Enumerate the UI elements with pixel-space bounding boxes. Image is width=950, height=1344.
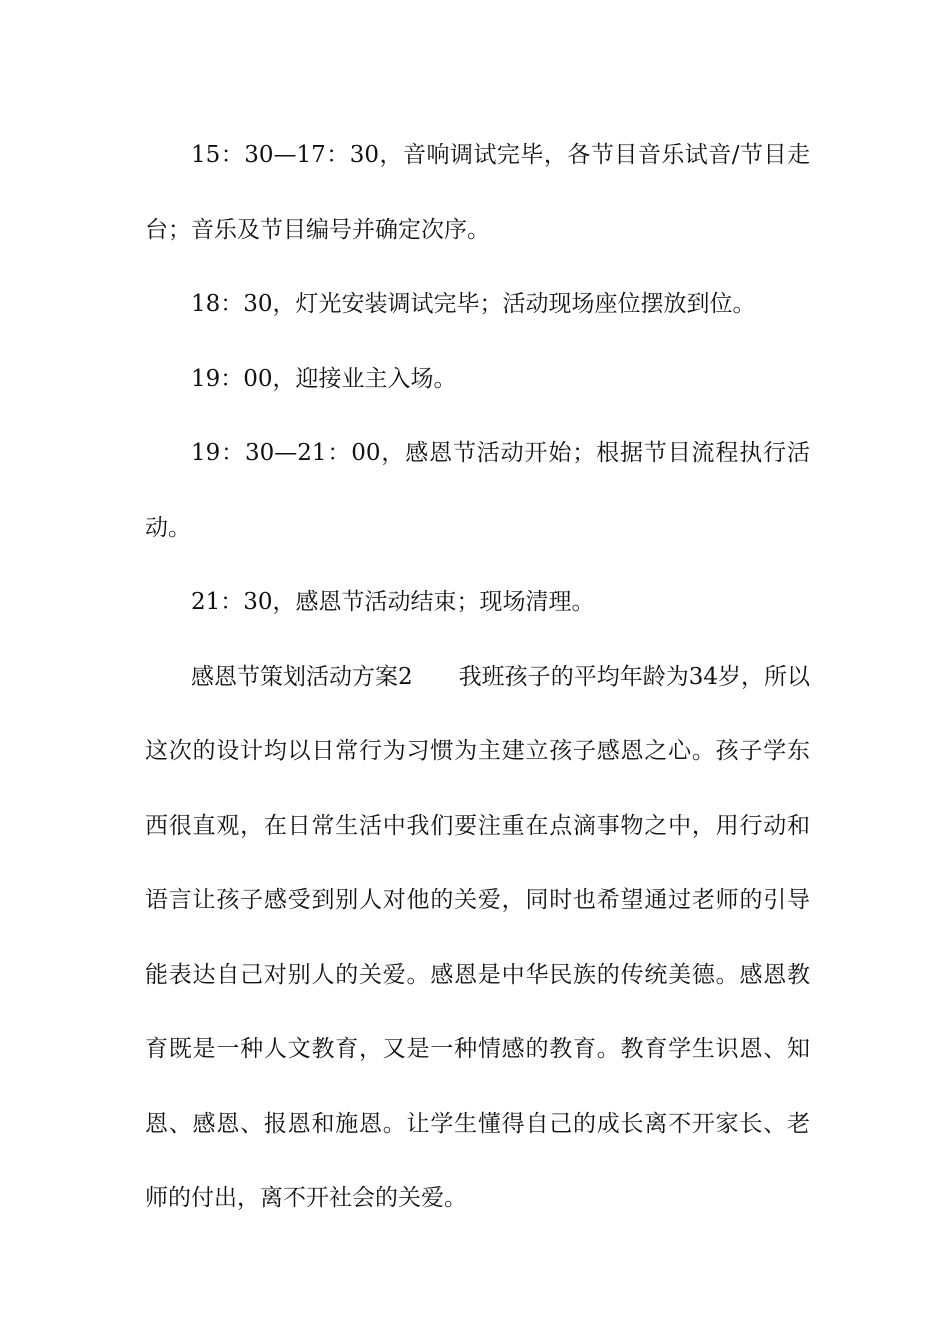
schedule-paragraph-3: 19：00，迎接业主入场。 bbox=[191, 365, 457, 392]
schedule-paragraph-4: 19：30—21：00，感恩节活动开始；根据节目流程执行活动。 bbox=[145, 440, 810, 541]
schedule-paragraph-2: 18：30，灯光安装调试完毕；活动现场座位摆放到位。 bbox=[191, 291, 756, 317]
section-body: 我班孩子的平均年龄为34岁，所以这次的设计均以日常行为习惯为主建立孩子感恩之心。孩子学东西很直观，在日常生活中我们要注重在点滴事物之中，用行动和语言让孩子感受到别人对他的关爱，同时也希望通过老师的引导能表达自己对别人的关爱。感恩是中华民族的传统美德。感恩教育既是一种人文教育，又是一种情感的教育。教育学生识恩、知恩、感恩、报恩和施恩。让学生懂得自己的成长离不开家长、老师的付出，离不开社会的关爱。 bbox=[145, 663, 810, 1211]
schedule-paragraph-1: 15：30—17：30，音响调试完毕，各节目音乐试音/节目走台；音乐及节目编号并确定次序。 bbox=[145, 142, 810, 243]
document-body bbox=[145, 118, 810, 1236]
schedule-paragraph-5: 21：30，感恩节活动结束；现场清理。 bbox=[191, 589, 595, 615]
section-paragraph bbox=[145, 640, 810, 1236]
section-heading: 感恩节策划活动方案2 bbox=[191, 663, 413, 690]
